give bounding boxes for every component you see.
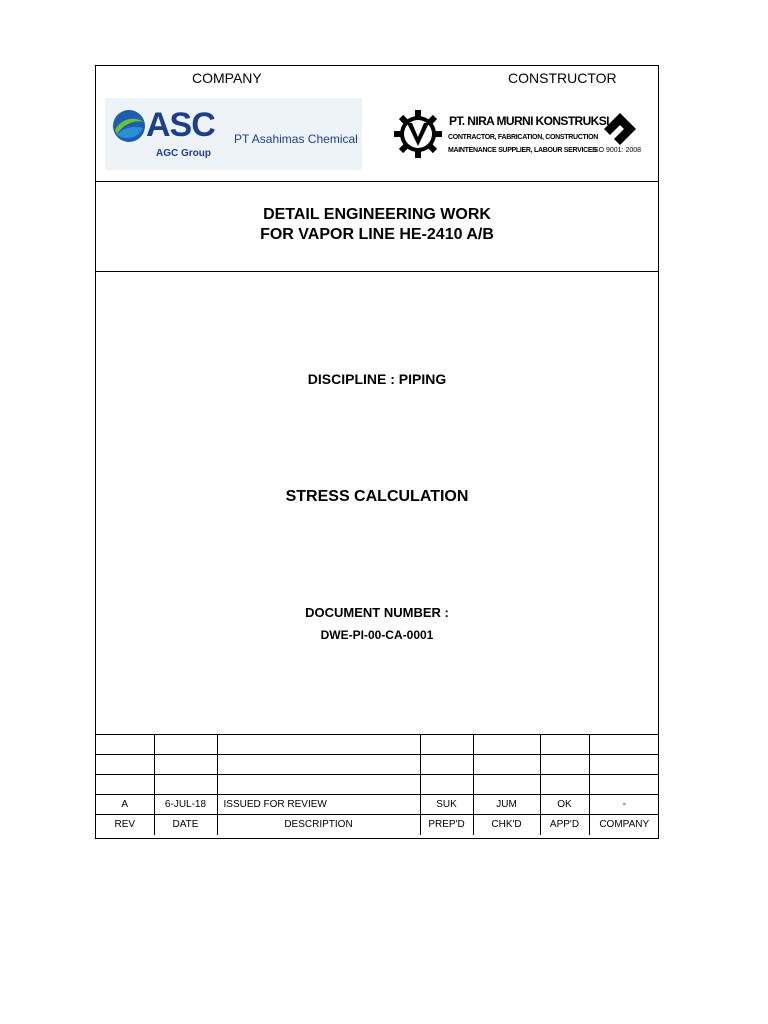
revision-table	[96, 734, 659, 835]
table-cell	[589, 735, 659, 755]
table-cell	[154, 735, 217, 755]
table-cell	[154, 775, 217, 795]
table-cell	[420, 735, 473, 755]
discipline: DISCIPLINE : PIPING	[307, 371, 447, 387]
table-cell	[473, 735, 540, 755]
table-cell: ISSUED FOR REVIEW	[217, 795, 420, 815]
table-header: PREP'D	[420, 815, 473, 835]
table-header: APP'D	[540, 815, 589, 835]
table-cell	[540, 755, 589, 775]
table-cell	[473, 775, 540, 795]
iso-certification-icon	[602, 111, 638, 147]
cover-sheet	[95, 65, 659, 839]
table-cell	[96, 755, 154, 775]
table-cell	[96, 735, 154, 755]
table-cell	[217, 775, 420, 795]
document-number: DWE-PI-00-CA-0001	[320, 628, 434, 642]
constructor-gear-icon	[394, 110, 442, 158]
table-cell	[473, 755, 540, 775]
table-header: COMPANY	[589, 815, 659, 835]
table-header-row	[96, 815, 659, 835]
iso-label: ISO 9001: 2008	[592, 147, 642, 154]
company-brand: ASC	[146, 106, 215, 144]
table-row	[96, 755, 659, 775]
table-cell: A	[96, 795, 154, 815]
constructor-subtitle-1: CONTRACTOR, FABRICATION, CONSTRUCTION	[448, 134, 599, 141]
document-title: STRESS CALCULATION	[285, 488, 469, 505]
table-row	[96, 735, 659, 755]
table-cell: JUM	[473, 795, 540, 815]
title-section	[96, 182, 658, 272]
table-cell: OK	[540, 795, 589, 815]
project-title-line-2: FOR VAPOR LINE HE-2410 A/B	[260, 226, 494, 243]
table-row	[96, 795, 659, 815]
table-cell	[420, 775, 473, 795]
table-cell	[217, 735, 420, 755]
asc-swirl-icon	[111, 108, 147, 144]
table-header: DATE	[154, 815, 217, 835]
table-row	[96, 775, 659, 795]
company-group: AGC Group	[156, 148, 211, 159]
constructor-subtitle-2: MAINTENANCE SUPPLIER, LABOUR SERVICES	[448, 147, 597, 154]
company-name: PT Asahimas Chemical	[234, 132, 358, 146]
table-cell: 6-JUL-18	[154, 795, 217, 815]
company-label: COMPANY	[192, 70, 262, 86]
table-header: REV	[96, 815, 154, 835]
body-section	[96, 272, 658, 734]
table-header: CHK'D	[473, 815, 540, 835]
table-cell	[540, 775, 589, 795]
table-cell	[420, 755, 473, 775]
constructor-label: CONSTRUCTOR	[508, 70, 617, 86]
project-title-line-1: DETAIL ENGINEERING WORK	[263, 206, 491, 223]
table-cell	[540, 735, 589, 755]
table-cell: -	[589, 795, 659, 815]
constructor-name: PT. NIRA MURNI KONSTRUKSI	[449, 114, 609, 128]
company-logo	[105, 98, 362, 170]
header-section	[96, 66, 658, 182]
table-cell	[154, 755, 217, 775]
document-number-label: DOCUMENT NUMBER :	[305, 605, 449, 620]
table-cell	[217, 755, 420, 775]
table-cell: SUK	[420, 795, 473, 815]
table-cell	[589, 775, 659, 795]
table-cell	[589, 755, 659, 775]
table-header: DESCRIPTION	[217, 815, 420, 835]
table-cell	[96, 775, 154, 795]
